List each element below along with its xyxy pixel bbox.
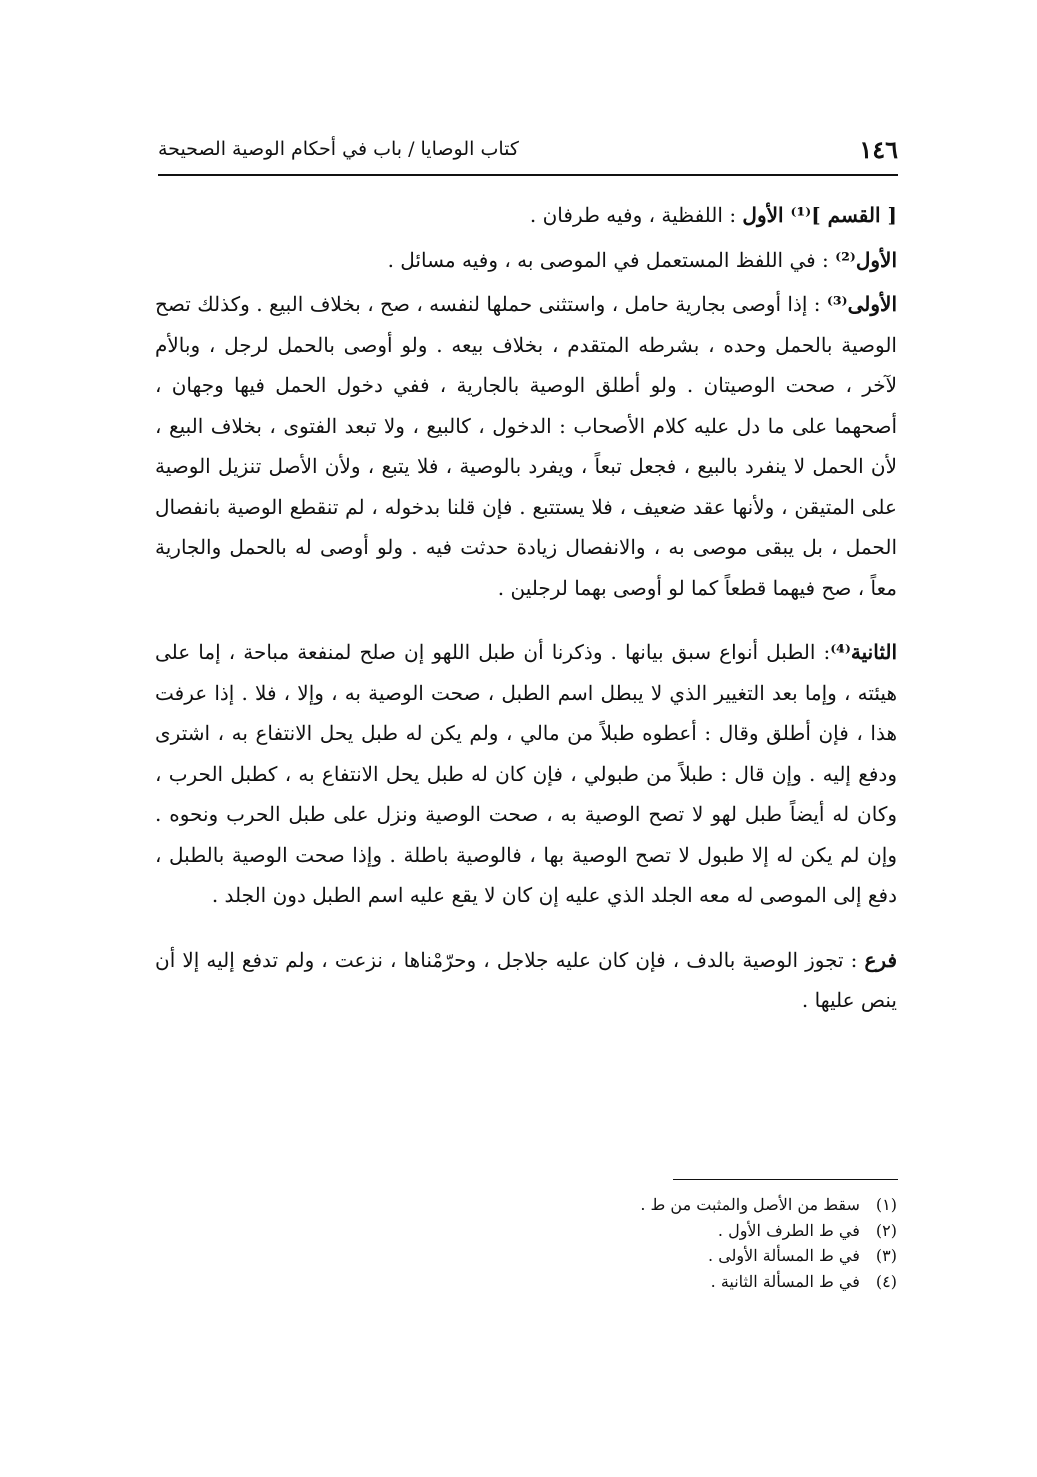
main-text [155, 195, 897, 1021]
footnote-number: (٢) [875, 1220, 897, 1240]
issue-one-text: : إذا أوصى بجارية حامل ، واستثنى حملها لنفسه ، صح ، بخلاف البيع . وكذلك تصح الوصية بالحمل وحده ، بشرطه المتقدم ، بخلاف بيعه . ولو أوصى بالحمل لرجل ، وبالأم لآخر ، صحت الوصيتان . ولو أطلق الوصية بالجارية ، ففي دخول الحمل فيها وجهان ، أصحهما على ما دل عليه كلام الأصحاب : الدخول ، كالبيع ، ولا تبعد الفتوى ، بخلاف البيع ، لأن الحمل لا ينفرد بالبيع ، فجعل تبعاً ، ويفرد بالوصية ، فلا يتبع ، ولأن الأصل تنزيل الوصية على المتيقن ، ولأنها عقد ضعيف ، فلا يستتبع . فإن قلنا بدخوله ، لم تنقطع الوصية بانفصال الحمل ، بل يبقى موصى به ، والانفصال زيادة حدثت فيه . ولو أوصى له بالحمل والجارية معاً ، صح فيهما قطعاً كما لو أوصى بهما لرجلين . [155, 292, 898, 600]
footnote-number: (١) [875, 1195, 897, 1214]
footnote-item [500, 1243, 897, 1269]
footnote-text: في ط المسألة الأولى . [708, 1246, 860, 1265]
footnotes [500, 1192, 897, 1294]
footnote-number: (٣) [875, 1246, 897, 1265]
page-header [158, 128, 898, 170]
footnote-text: سقط من الأصل والمثبت من ط . [640, 1195, 860, 1214]
issue-one-paragraph [155, 284, 897, 608]
page-number: ١٤٦ [859, 134, 898, 164]
footnote-item [500, 1269, 897, 1295]
branch-label: فرع [864, 947, 897, 972]
footnote-rule [673, 1179, 898, 1180]
footnote-item [500, 1218, 897, 1244]
header-rule [158, 174, 898, 176]
section-heading-label: [ القسم ]⁽¹⁾ الأول [742, 203, 897, 227]
footnote-text: في ط المسألة الثانية . [710, 1271, 860, 1291]
first-part-label: الأول⁽²⁾ [835, 247, 897, 272]
footnote-number: (٤) [875, 1271, 897, 1291]
issue-two-paragraph [155, 632, 897, 916]
section-heading [155, 195, 897, 236]
issue-one-label: الأولى⁽³⁾ [826, 292, 897, 316]
first-part-text: : في اللفظ المستعمل في الموصى به ، وفيه مسائل . [387, 247, 836, 272]
footnote-text: في ط الطرف الأول . [717, 1220, 860, 1240]
issue-two-text: : الطبل أنواع سبق بيانها . وذكرنا أن طبل اللهو إن صلح لمنفعة مباحة ، إما على هيئته ، وإما بعد التغيير الذي لا يبطل اسم الطبل ، صحت الوصية به ، وإلا ، فلا . إذا عرفت هذا ، فإن أطلق وقال : أعطوه طبلاً من مالي ، ولم يكن له طبل يحل الانتفاع به ، اشترى ودفع إليه . وإن قال : طبلاً من طبولي ، فإن كان له طبل يحل الانتفاع به ، كطبل الحرب ، وكان له أيضاً طبل لهو لا تصح الوصية به ، صحت الوصية ونزل على طبل الحرب ونحوه . وإن لم يكن له إلا طبول لا تصح الوصية بها ، فالوصية باطلة . وإذا صحت الوصية بالطبل ، دفع إلى الموصى له معه الجلد الذي عليه إن كان لا يقع عليه اسم الطبل دون الجلد . [155, 640, 897, 907]
branch-text: : تجوز الوصية بالدف ، فإن كان عليه جلاجل ، وحرّمْناها ، نزعت ، ولم تدفع إليه إلا أن ينص عليها . [155, 947, 897, 1012]
footnote-item [500, 1192, 897, 1218]
section-heading-text: : اللفظية ، وفيه طرفان . [529, 203, 743, 227]
branch-paragraph [155, 940, 897, 1021]
running-title: كتاب الوصايا / باب في أحكام الوصية الصحيحة [158, 138, 519, 160]
issue-two-label: الثانية⁽⁴⁾ [830, 640, 897, 664]
first-part-heading [155, 240, 897, 281]
